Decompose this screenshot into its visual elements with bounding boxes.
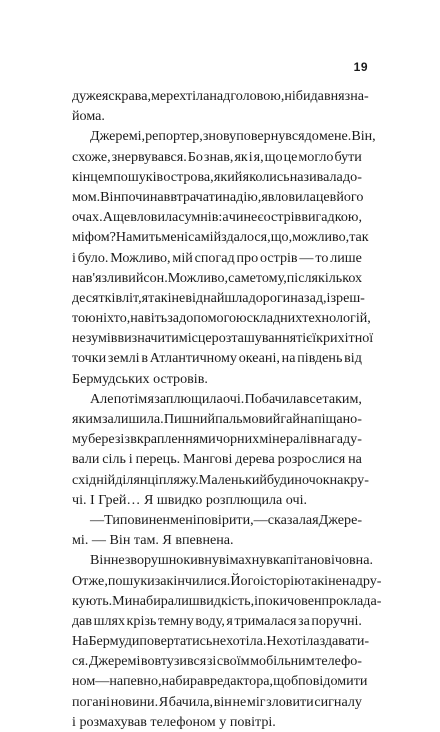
text-line: схоже, знервувався. Бо знав, як і я, що це могло бути xyxy=(72,148,362,165)
text-line: ся. Джеремі вовтузився зі своїм мобільним телефо- xyxy=(72,653,362,670)
text-line: мі. — Він там. Я впевнена. xyxy=(72,532,234,549)
text-line: дав шлях крізь темну воду, я трималася за поручні. xyxy=(72,612,362,629)
text-line: Бермудських островів. xyxy=(72,370,208,387)
text-line: і було. Можливо, мій спогад про острів — то лише xyxy=(72,249,362,266)
text-line: Але потім я заплющила очі. Побачила все таким, xyxy=(90,390,362,407)
text-line: Отже, пошуки закінчилися. Його історію так і не надру- xyxy=(72,572,382,589)
text-line: яким залишила. Пишний пальмовий гай на піщано- xyxy=(72,411,362,427)
text-line: дуже яскрава, мерехтіла над головою, ніби давня зна- xyxy=(72,88,369,104)
text-line: му березі з вкрапленнями чорних мінералів нагаду- xyxy=(72,431,362,448)
text-line: чі. І Грей… Я швидко розплющила очі. xyxy=(72,491,308,508)
text-line: На Бермуди повертатись не хотіла. Не хотіла здавати- xyxy=(72,633,370,650)
text-line: десятків літ, я так і не віднайшла дороги назад, і зреш- xyxy=(72,289,365,306)
text-line: Джеремі, репортер, знову повернувся до мене. Він, xyxy=(90,128,376,145)
text-line: кують. Ми набирали швидкість, і поки човен проклада- xyxy=(72,592,382,609)
text-line: східній ділянці пляжу. Маленький будиночок на кру- xyxy=(72,471,369,488)
text-line: і розмахував телефоном у повітрі. xyxy=(72,713,276,730)
text-line: не зумів визначити місцерозташування тієї крихітної xyxy=(72,330,374,347)
text-line: нав'язливий сон. Можливо, саме тому, після кількох xyxy=(72,269,363,286)
text-line: Він незворушно кивнув і махнув капітанові човна. xyxy=(90,552,373,569)
page-number: 19 xyxy=(353,60,368,74)
text-line: кінцем пошуків острова, який я колись називала до- xyxy=(72,168,362,185)
text-line: вали сіль і перець. Мангові дерева розрослися на xyxy=(72,451,362,468)
text-line: ном — напевно, набирав редактора, щоб повідомити xyxy=(72,673,368,690)
text-line: мом. Він починав втрачати надію, я вловила це в його xyxy=(72,188,364,205)
text-line: — Ти повинен мені повірити, — сказала я Джере- xyxy=(90,511,363,528)
text-line: погані новини. Я бачила, він не міг зловити сигналу xyxy=(72,693,362,710)
text-line: міфом? На мить мені самій здалося, що, можливо, так xyxy=(72,229,369,246)
text-line: точки землі в Атлантичному океані, на південь від xyxy=(72,350,362,367)
text-line: очах. А ще вловила сумнів: а чи не є острів вигадкою, xyxy=(72,209,362,226)
text-line: тою ніхто, навіть за допомогою складних технологій, xyxy=(72,310,371,327)
text-line: йома. xyxy=(72,108,105,125)
body-text xyxy=(72,86,382,732)
